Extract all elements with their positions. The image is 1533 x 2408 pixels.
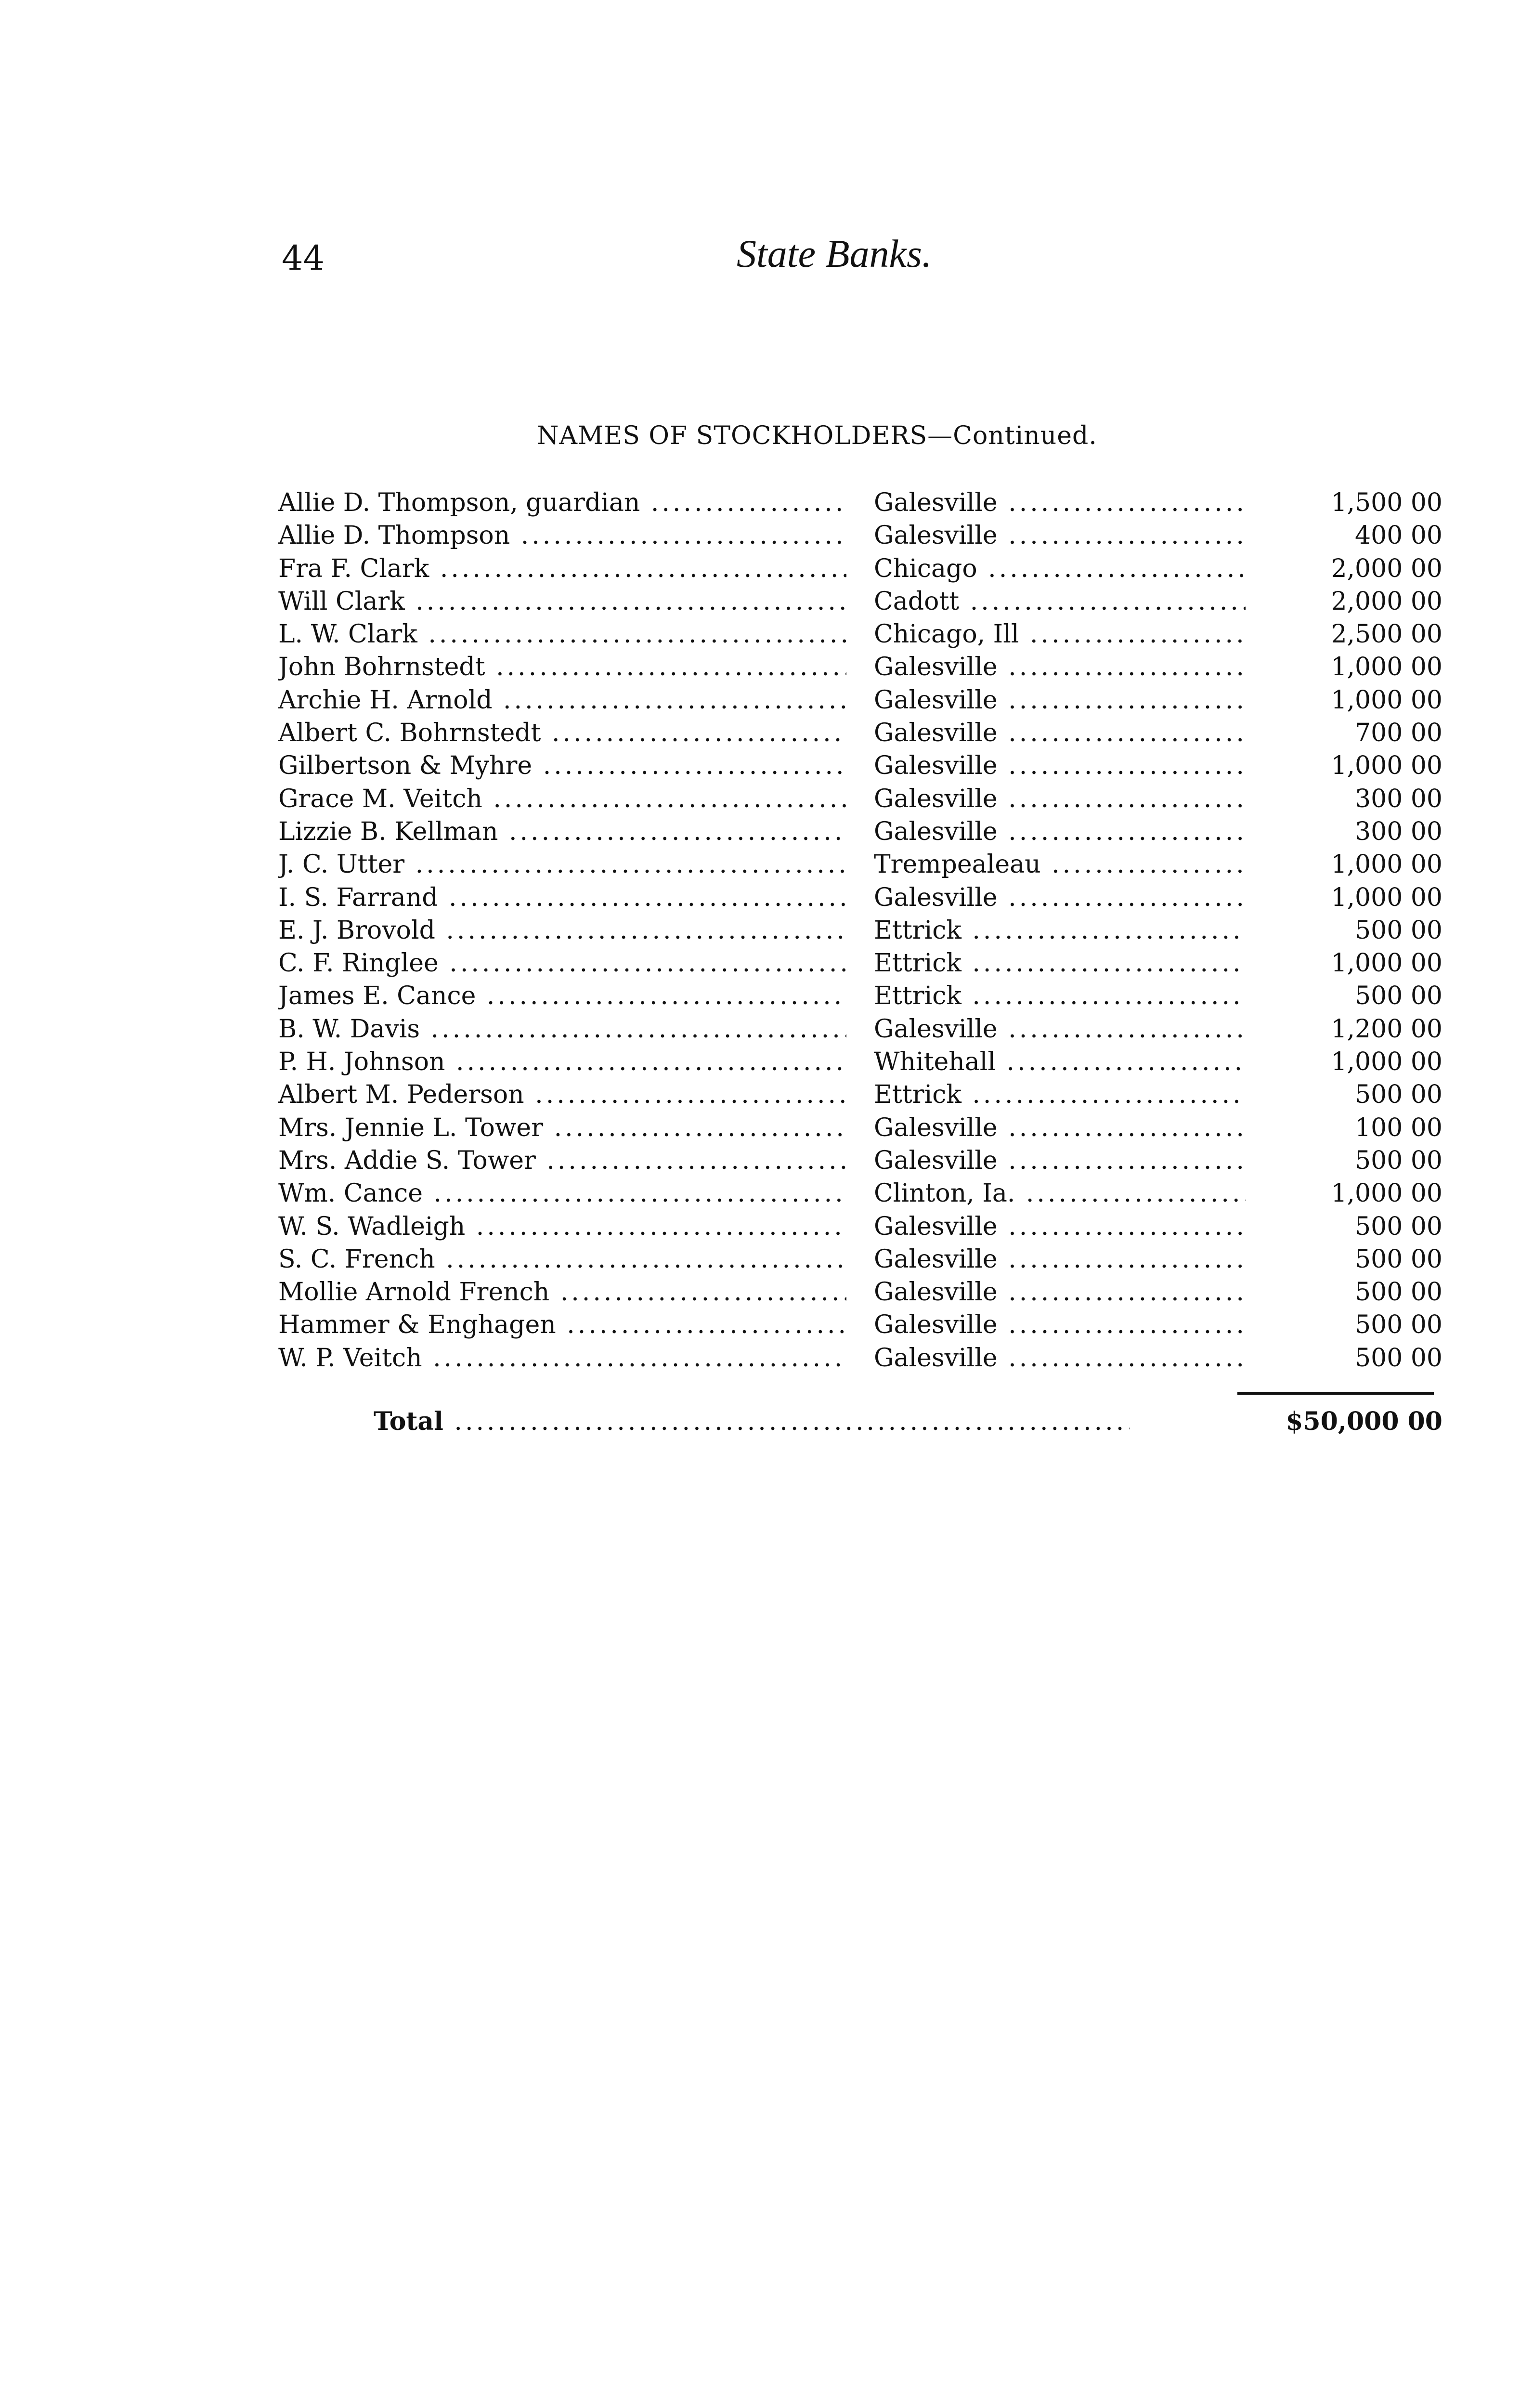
stockholder-place: Trempealeau ..... [874, 848, 1246, 881]
stockholder-name: L. W. Clark ..... [278, 618, 846, 651]
stockholder-row [278, 881, 1442, 914]
stockholder-name: Albert C. Bohrnstedt ..... [278, 717, 846, 749]
stockholder-place: Ettrick ..... [874, 980, 1246, 1012]
stockholder-row [278, 1112, 1442, 1144]
stockholder-place: Cadott ..... [874, 585, 1246, 618]
stockholder-name: J. C. Utter ..... [278, 848, 846, 881]
stockholder-amount: 1,200 00 [1331, 1014, 1442, 1044]
stockholder-row [278, 1243, 1442, 1276]
stockholder-row [278, 1210, 1442, 1243]
stockholder-row [278, 914, 1442, 947]
stockholder-amount: 500 00 [1355, 1343, 1442, 1373]
stockholder-row [278, 783, 1442, 815]
stockholder-row [278, 749, 1442, 782]
stockholder-row [278, 1309, 1442, 1341]
stockholder-place: Galesville ..... [874, 1309, 1246, 1341]
stockholder-amount: 1,000 00 [1331, 685, 1442, 715]
stockholder-amount: 500 00 [1355, 1310, 1442, 1340]
stockholder-name: P. H. Johnson ..... [278, 1046, 846, 1078]
stockholder-amount: 2,000 00 [1331, 554, 1442, 583]
stockholder-row [278, 1144, 1442, 1177]
stockholder-row [278, 947, 1442, 980]
stockholder-row [278, 1276, 1442, 1309]
stockholder-place: Galesville ..... [874, 749, 1246, 782]
stockholder-name: Mrs. Jennie L. Tower ..... [278, 1112, 846, 1144]
stockholder-name: S. C. French ..... [278, 1243, 846, 1276]
stockholder-amount: 500 00 [1355, 916, 1442, 945]
stockholder-row [278, 848, 1442, 881]
stockholder-amount: 2,500 00 [1331, 620, 1442, 649]
stockholder-amount: 1,000 00 [1331, 1179, 1442, 1208]
stockholder-amount: 1,000 00 [1331, 653, 1442, 682]
stockholder-name: Mrs. Addie S. Tower ..... [278, 1144, 846, 1177]
stockholder-name: B. W. Davis ..... [278, 1013, 846, 1046]
stockholder-row [278, 486, 1442, 519]
stockholder-amount: 1,000 00 [1331, 883, 1442, 912]
page-number: 44 [282, 238, 325, 278]
stockholder-row [278, 651, 1442, 683]
total-rule [1237, 1392, 1434, 1395]
stockholder-name: Wm. Cance ..... [278, 1177, 846, 1210]
stockholder-place: Galesville ..... [874, 651, 1246, 683]
stockholder-place: Galesville ..... [874, 1112, 1246, 1144]
stockholder-name: Allie D. Thompson, guardian ..... [278, 486, 846, 519]
stockholder-place: Galesville ..... [874, 1013, 1246, 1046]
stockholder-row [278, 519, 1442, 552]
stockholders-list [278, 486, 1442, 1374]
stockholder-name: Hammer & Enghagen ..... [278, 1309, 846, 1341]
stockholder-name: Mollie Arnold French ..... [278, 1276, 846, 1309]
stockholder-amount: 2,000 00 [1331, 587, 1442, 616]
stockholder-place: Chicago, Ill ..... [874, 618, 1246, 651]
stockholder-amount: 500 00 [1355, 1278, 1442, 1307]
stockholder-place: Galesville ..... [874, 881, 1246, 914]
stockholder-amount: 500 00 [1355, 1244, 1442, 1274]
stockholder-amount: 1,000 00 [1331, 1047, 1442, 1077]
stockholder-place: Ettrick ..... [874, 914, 1246, 947]
stockholder-place: Galesville ..... [874, 519, 1246, 552]
running-title: State Banks. [737, 232, 932, 275]
stockholder-place: Ettrick ..... [874, 947, 1246, 980]
stockholder-name: Will Clark ..... [278, 585, 846, 618]
stockholder-amount: 300 00 [1355, 784, 1442, 813]
stockholder-name: Lizzie B. Kellman ..... [278, 815, 846, 848]
stockholder-name: Grace M. Veitch ..... [278, 783, 846, 815]
stockholder-amount: 1,500 00 [1331, 488, 1442, 517]
stockholder-amount: 1,000 00 [1331, 949, 1442, 978]
total-amount: $50,000 00 [1286, 1407, 1442, 1436]
total-label: Total ..... [374, 1405, 1130, 1438]
stockholder-place: Whitehall ..... [874, 1046, 1246, 1078]
stockholder-place: Clinton, Ia. ..... [874, 1177, 1246, 1210]
stockholder-name: W. P. Veitch ..... [278, 1342, 846, 1374]
stockholder-place: Galesville ..... [874, 1243, 1246, 1276]
stockholder-amount: 700 00 [1355, 719, 1442, 748]
stockholder-name: E. J. Brovold ..... [278, 914, 846, 947]
stockholder-name: John Bohrnstedt ..... [278, 651, 846, 683]
stockholder-place: Galesville ..... [874, 815, 1246, 848]
stockholder-row [278, 618, 1442, 651]
stockholder-amount: 1,000 00 [1331, 850, 1442, 879]
stockholder-amount: 500 00 [1355, 1212, 1442, 1241]
stockholder-name: Allie D. Thompson ..... [278, 519, 846, 552]
stockholder-row [278, 1046, 1442, 1078]
stockholder-place: Galesville ..... [874, 684, 1246, 717]
total-row [278, 1405, 1442, 1439]
stockholder-place: Galesville ..... [874, 1342, 1246, 1374]
stockholder-name: C. F. Ringlee ..... [278, 947, 846, 980]
stockholder-row [278, 1013, 1442, 1046]
stockholder-amount: 500 00 [1355, 1146, 1442, 1175]
stockholder-amount: 300 00 [1355, 817, 1442, 846]
stockholder-place: Galesville ..... [874, 1276, 1246, 1309]
stockholder-row [278, 1342, 1442, 1374]
stockholder-name: Albert M. Pederson ..... [278, 1078, 846, 1111]
stockholder-row [278, 980, 1442, 1012]
stockholder-name: I. S. Farrand ..... [278, 881, 846, 914]
stockholder-row [278, 552, 1442, 585]
stockholder-place: Galesville ..... [874, 486, 1246, 519]
stockholder-row [278, 1177, 1442, 1210]
stockholder-name: James E. Cance ..... [278, 980, 846, 1012]
stockholder-place: Galesville ..... [874, 717, 1246, 749]
stockholder-row [278, 717, 1442, 749]
stockholder-place: Galesville ..... [874, 783, 1246, 815]
stockholder-place: Chicago ..... [874, 552, 1246, 585]
stockholder-amount: 500 00 [1355, 1080, 1442, 1110]
stockholder-place: Galesville ..... [874, 1144, 1246, 1177]
stockholder-row [278, 815, 1442, 848]
stockholder-row [278, 684, 1442, 717]
stockholder-amount: 1,000 00 [1331, 751, 1442, 781]
stockholder-name: Archie H. Arnold ..... [278, 684, 846, 717]
stockholder-row [278, 1078, 1442, 1111]
stockholder-name: W. S. Wadleigh ..... [278, 1210, 846, 1243]
stockholder-amount: 500 00 [1355, 982, 1442, 1011]
stockholder-name: Fra F. Clark ..... [278, 552, 846, 585]
stockholder-amount: 400 00 [1355, 521, 1442, 550]
stockholder-name: Gilbertson & Myhre ..... [278, 749, 846, 782]
stockholder-place: Galesville ..... [874, 1210, 1246, 1243]
stockholder-row [278, 585, 1442, 618]
stockholder-place: Ettrick ..... [874, 1078, 1246, 1111]
stockholder-amount: 100 00 [1355, 1113, 1442, 1142]
section-heading: NAMES OF STOCKHOLDERS—Continued. [537, 421, 1097, 450]
